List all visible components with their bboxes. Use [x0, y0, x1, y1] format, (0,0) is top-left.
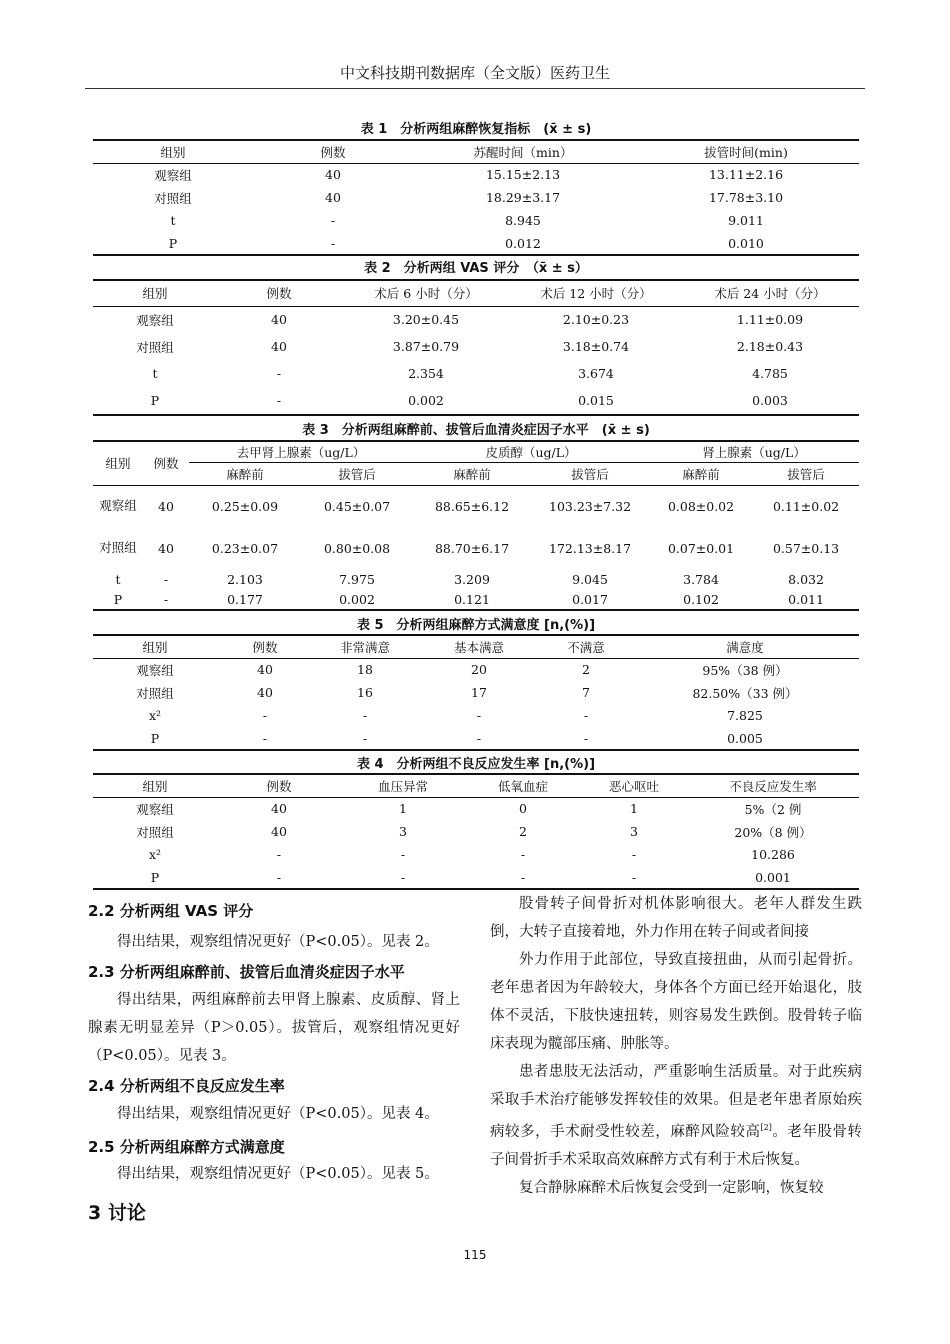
table2-col-group: 组别 — [93, 280, 217, 306]
table-cell: 16 — [357, 685, 373, 700]
table4-col: 组别 — [93, 774, 217, 797]
table-cell: 0.25±0.09 — [211, 498, 279, 514]
table-cell: 40 — [257, 685, 273, 700]
table-cell: x² — [148, 847, 162, 862]
table3-header-row2 — [93, 462, 859, 485]
table-cell: 3 — [399, 824, 407, 839]
table5-col: 基本满意 — [417, 635, 541, 658]
table-cell: 0.102 — [649, 589, 753, 610]
table-cell: 4.785 — [752, 366, 788, 381]
table-cell: - — [400, 847, 406, 862]
table-row — [93, 820, 859, 843]
table-cell: 103.23±7.32 — [549, 498, 632, 514]
table-row — [93, 186, 859, 209]
table3-title: 表 3 分析两组麻醉前、拔管后血清炎症因子水平 (x̄ ± s) — [302, 423, 650, 438]
table-cell: 观察组 — [136, 662, 174, 678]
table-cell: 0.07±0.01 — [667, 540, 735, 556]
table3-col-group: 组别 — [93, 441, 143, 485]
table-cell: 3.674 — [578, 366, 614, 381]
table-cell: 88.70±6.17 — [434, 540, 510, 556]
table-cell: 17.78±3.10 — [708, 190, 784, 205]
table-cell: - — [541, 727, 631, 750]
table-row — [93, 360, 859, 387]
table-row — [93, 569, 859, 589]
table5-header-row — [93, 635, 859, 658]
table-cell: - — [465, 866, 581, 889]
table3-col-n: 例数 — [143, 441, 189, 485]
table-row — [93, 843, 859, 866]
table-cell: 20 — [471, 662, 487, 678]
table-cell: 3.784 — [683, 571, 719, 587]
table-row — [93, 727, 859, 750]
paragraph: 得出结果，观察组情况更好（P<0.05）。见表 2。 — [117, 934, 439, 950]
table-cell: - — [362, 708, 368, 723]
table-row — [93, 704, 859, 727]
table3-head-norepi: 去甲肾上腺素（ug/L） — [189, 441, 413, 462]
table-cell: 对照组 — [99, 540, 137, 555]
table-row — [93, 797, 859, 820]
section-2-4-heading: 2.4 分析两组不良反应发生率 — [88, 1077, 285, 1095]
table-cell: 15.15±2.13 — [485, 167, 561, 183]
table-cell: 8.032 — [788, 571, 824, 587]
table-cell: 0.80±0.08 — [323, 540, 391, 556]
table-cell: 40 — [325, 167, 341, 183]
table2-col-n: 例数 — [217, 280, 341, 306]
table-cell: 95%（38 例） — [702, 662, 788, 678]
table-cell: 0.57±0.13 — [772, 540, 840, 556]
paragraph — [490, 1058, 862, 1174]
table-cell: 0.177 — [189, 589, 301, 610]
table-cell: 10.286 — [751, 847, 795, 862]
table-cell: 3.209 — [454, 571, 490, 587]
section-2-3-body — [88, 986, 460, 1070]
paragraph: 得出结果，观察组情况更好（P<0.05）。见表 5。 — [117, 1166, 439, 1182]
table-row — [93, 681, 859, 704]
table-cell: 17 — [471, 685, 487, 700]
table-cell: 观察组 — [154, 167, 192, 183]
table3-head-cortisol: 皮质醇（ug/L） — [413, 441, 649, 462]
table5-title: 表 5 分析两组麻醉方式满意度 [n,(%)] — [356, 618, 596, 633]
section-2-5-heading: 2.5 分析两组麻醉方式满意度 — [88, 1138, 285, 1156]
table-cell: - — [330, 213, 336, 228]
table-cell: 2.10±0.23 — [562, 312, 630, 328]
table-cell: 7.975 — [339, 571, 375, 587]
table3-sub: 拔管后 — [531, 462, 649, 485]
table5-col: 非常满意 — [313, 635, 417, 658]
table-cell: - — [417, 727, 541, 750]
table-row — [93, 209, 859, 232]
table-cell: 5%（2 例 — [744, 801, 802, 817]
table4-header-row — [93, 774, 859, 797]
table-cell: 0.08±0.02 — [667, 498, 735, 514]
table3-sub: 拔管后 — [753, 462, 859, 485]
table-cell: 0.11±0.02 — [772, 498, 840, 514]
table-row — [93, 333, 859, 360]
table-cell: 40 — [158, 540, 174, 556]
table-cell: 40 — [325, 190, 341, 205]
table-cell: 0.005 — [631, 727, 859, 750]
table-cell: - — [476, 708, 482, 723]
table-cell: - — [217, 727, 313, 750]
table-cell: 3.87±0.79 — [392, 339, 460, 354]
table3-sub: 拔管后 — [301, 462, 413, 485]
table1-col-n: 例数 — [253, 140, 413, 163]
table-cell: - — [581, 866, 687, 889]
table-cell: 观察组 — [136, 801, 174, 817]
table1 — [93, 139, 859, 256]
table4-col: 血压异常 — [341, 774, 465, 797]
table-cell: - — [631, 847, 637, 862]
table3 — [93, 440, 859, 611]
table-row — [93, 306, 859, 333]
section-2-2-heading: 2.2 分析两组 VAS 评分 — [88, 902, 254, 920]
table2-col-24h: 术后 24 小时（分） — [681, 280, 859, 306]
table-cell: t — [115, 571, 121, 587]
table-cell: 20%（8 例） — [734, 824, 812, 840]
table3-sub: 麻醉前 — [649, 462, 753, 485]
table-cell: 0.001 — [687, 866, 859, 889]
table-cell: P — [93, 866, 217, 889]
table-cell: 0.015 — [511, 387, 681, 415]
table-cell: t — [152, 366, 158, 381]
table-row — [93, 527, 859, 569]
table-cell: 0.010 — [633, 232, 859, 255]
table-cell: 对照组 — [136, 339, 174, 355]
table-cell: 2 — [519, 824, 527, 839]
paragraph: 得出结果，观察组情况更好（P<0.05）。见表 4。 — [117, 1106, 439, 1122]
table-cell: 对照组 — [136, 824, 174, 840]
table-cell: 0.017 — [531, 589, 649, 610]
table-cell: 0.002 — [301, 589, 413, 610]
table-cell: 88.65±6.12 — [434, 498, 510, 514]
table-cell: 3 — [630, 824, 638, 839]
table-cell: 18.29±3.17 — [485, 190, 561, 205]
table-cell: 8.945 — [505, 213, 541, 228]
table-cell: 40 — [271, 339, 287, 354]
table-cell: 2.18±0.43 — [736, 339, 804, 354]
table-row — [93, 232, 859, 255]
table1-title: 表 1 分析两组麻醉恢复指标 (x̄ ± s) — [360, 122, 592, 137]
table-cell: 观察组 — [99, 498, 137, 514]
table5-col: 不满意 — [541, 635, 631, 658]
table-cell: 1.11±0.09 — [736, 312, 804, 328]
paragraph: 外力作用于此部位，导致直接扭曲，从而引起骨折。老年患者因为年龄较大，身体各个方面已经开始退化，肢体不灵活，下肢快速扭转，则容易发生跌倒。股骨转子临床表现为髋部压痛、肿胀等。 — [490, 952, 862, 1052]
table-cell: 0.003 — [681, 387, 859, 415]
table-cell: 1 — [630, 801, 638, 817]
table-cell: 观察组 — [136, 312, 174, 328]
section-2-3-heading: 2.3 分析两组麻醉前、拔管后血清炎症因子水平 — [88, 963, 405, 981]
table-cell: P — [93, 727, 217, 750]
table-cell: - — [217, 387, 341, 415]
table-cell: 40 — [158, 498, 174, 514]
table-cell: P — [93, 232, 253, 255]
table4-col: 例数 — [217, 774, 341, 797]
table-cell: 1 — [399, 801, 407, 817]
table-cell: 0.23±0.07 — [211, 540, 279, 556]
table-cell: 3.18±0.74 — [562, 339, 630, 354]
table4-col: 低氧血症 — [465, 774, 581, 797]
table-row — [93, 658, 859, 681]
table-cell: - — [341, 866, 465, 889]
paragraph: 复合静脉麻醉术后恢复会受到一定影响，恢复较 — [519, 1179, 824, 1196]
table5 — [93, 634, 859, 751]
table-cell: - — [253, 232, 413, 255]
paragraph: 得出结果，两组麻醉前去甲肾上腺素、皮质醇、肾上腺素无明显差异（P＞0.05）。拔管后，观察组情况更好（P<0.05）。见表 3。 — [88, 992, 460, 1064]
table-cell: 0 — [519, 801, 527, 817]
section-2-2-body — [88, 928, 460, 956]
table-cell: P — [93, 387, 217, 415]
table-row — [93, 589, 859, 610]
table-cell: - — [163, 571, 169, 587]
table3-head-epi: 肾上腺素（ug/L） — [649, 441, 859, 462]
table2-col-12h: 术后 12 小时（分） — [511, 280, 681, 306]
right-column — [490, 890, 862, 1202]
table-row — [93, 387, 859, 415]
table-cell: - — [313, 727, 417, 750]
table3-header-row1 — [93, 441, 859, 462]
table-cell: 0.45±0.07 — [323, 498, 391, 514]
table4 — [93, 773, 859, 890]
table-row — [93, 866, 859, 889]
table5-col: 例数 — [217, 635, 313, 658]
page-number: 115 — [463, 1248, 487, 1262]
header-rule — [85, 88, 865, 89]
table-cell: 82.50%（33 例） — [692, 685, 798, 701]
table-row — [93, 485, 859, 527]
table-cell: x² — [148, 708, 162, 723]
table-cell: - — [217, 866, 341, 889]
running-header: 中文科技期刊数据库（全文版）医药卫生 — [339, 64, 610, 82]
table-cell: - — [583, 708, 589, 723]
table-cell: 0.011 — [753, 589, 859, 610]
table-cell: - — [262, 708, 268, 723]
table4-title: 表 4 分析两组不良反应发生率 [n,(%)] — [356, 757, 596, 772]
table5-col: 组别 — [93, 635, 217, 658]
table-cell: 7.825 — [727, 708, 763, 723]
table2-header-row — [93, 280, 859, 306]
paragraph-text: 。老年股骨转子间骨折手术采取高效麻醉方式有利于术后恢复。 — [490, 1123, 863, 1168]
table-row — [93, 163, 859, 186]
table-cell: 0.012 — [413, 232, 633, 255]
table4-col: 不良反应发生率 — [687, 774, 859, 797]
table-cell: - — [276, 847, 282, 862]
table-cell: 0.002 — [341, 387, 511, 415]
table1-col-extub: 拔管时间(min) — [633, 140, 859, 163]
table-cell: 2 — [582, 662, 590, 678]
table2-col-6h: 术后 6 小时（分） — [341, 280, 511, 306]
table-cell: 40 — [257, 662, 273, 678]
table-cell: 40 — [271, 801, 287, 817]
table-cell: 2.354 — [408, 366, 444, 381]
table3-sub: 麻醉前 — [413, 462, 531, 485]
table-cell: 2.103 — [227, 571, 263, 587]
section-2-5-body — [88, 1160, 460, 1188]
table-cell: 172.13±8.17 — [549, 540, 632, 556]
table-cell: - — [276, 366, 282, 381]
table-cell: 对照组 — [154, 190, 192, 206]
table-cell: 3.20±0.45 — [392, 312, 460, 328]
table-cell: 对照组 — [136, 685, 174, 701]
table-cell: 9.045 — [572, 571, 608, 587]
table2 — [93, 279, 859, 416]
table-cell: P — [93, 589, 143, 610]
table-cell: 9.011 — [728, 213, 764, 228]
table1-col-wake: 苏醒时间（min） — [413, 140, 633, 163]
paragraph-text: 患者患肢无法活动，严重影响生活质量。对于此疾病采取手术治疗能够发挥较佳的效果。但是老年患者原始疾病较多，手术耐受性较差，麻醉风险较高 — [490, 1064, 862, 1140]
table3-sub: 麻醉前 — [189, 462, 301, 485]
table4-col: 恶心呕吐 — [581, 774, 687, 797]
table-cell: - — [520, 847, 526, 862]
section-3-heading: 3 讨论 — [88, 1202, 146, 1224]
table-cell: 40 — [271, 312, 287, 328]
table-cell: 7 — [582, 685, 590, 700]
table-cell: 13.11±2.16 — [708, 167, 784, 183]
citation-ref: [2] — [760, 1123, 772, 1132]
table-cell: 0.121 — [413, 589, 531, 610]
table2-title: 表 2 分析两组 VAS 评分 （x̄ ± s） — [364, 261, 588, 276]
table-cell: 18 — [357, 662, 373, 678]
table-cell: t — [170, 213, 176, 228]
section-2-4-body — [88, 1100, 460, 1128]
paragraph: 股骨转子间骨折对机体影响很大。老年人群发生跌倒，大转子直接着地，外力作用在转子间或者间接 — [490, 896, 862, 940]
table1-col-group: 组别 — [93, 140, 253, 163]
table1-header-row — [93, 140, 859, 163]
table5-col: 满意度 — [631, 635, 859, 658]
table-cell: 40 — [271, 824, 287, 839]
table-cell: - — [143, 589, 189, 610]
